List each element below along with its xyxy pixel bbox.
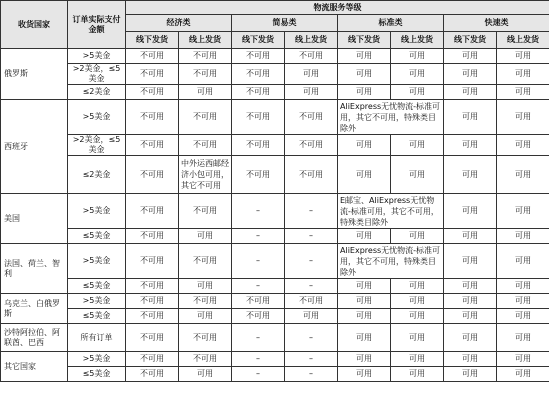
status-cell: 不可用	[232, 135, 285, 156]
amount-cell: >5美金	[68, 294, 126, 309]
status-cell: 不可用	[179, 294, 232, 309]
status-cell: 可用	[444, 352, 497, 367]
status-cell: 可用	[444, 49, 497, 64]
amount-cell: ≤5美金	[68, 309, 126, 324]
status-cell: 可用	[444, 229, 497, 244]
table-row	[1, 64, 549, 85]
status-cell: 可用	[338, 64, 391, 85]
table-row	[1, 156, 549, 194]
status-cell: 可用	[179, 85, 232, 100]
status-cell: 可用	[338, 352, 391, 367]
status-cell: 中外运西邮经济小包可用，其它不可用	[179, 156, 232, 194]
status-cell: 可用	[338, 85, 391, 100]
status-cell: 可用	[338, 294, 391, 309]
status-cell: 不可用	[232, 100, 285, 135]
status-cell: 不可用	[126, 156, 179, 194]
status-cell: 不可用	[126, 352, 179, 367]
amount-cell: >5美金	[68, 244, 126, 279]
amount-cell: >5美金	[68, 49, 126, 64]
status-cell: 可用	[391, 229, 444, 244]
status-cell: 可用	[391, 352, 444, 367]
status-cell: –	[285, 279, 338, 294]
status-cell: 可用	[391, 279, 444, 294]
status-cell: 可用	[338, 49, 391, 64]
status-cell: 不可用	[285, 156, 338, 194]
status-cell: 可用	[444, 294, 497, 309]
status-cell: 可用	[285, 309, 338, 324]
amount-cell: >5美金	[68, 194, 126, 229]
group-express: 快速类	[444, 15, 549, 32]
status-cell: 不可用	[232, 64, 285, 85]
status-cell: 可用	[179, 309, 232, 324]
status-cell: 不可用	[232, 309, 285, 324]
table-row	[1, 309, 549, 324]
status-cell: 不可用	[179, 64, 232, 85]
status-cell: 可用	[444, 279, 497, 294]
status-cell: 可用	[497, 352, 549, 367]
status-cell: 可用	[285, 85, 338, 100]
status-cell: 可用	[285, 64, 338, 85]
status-cell: 可用	[391, 294, 444, 309]
status-cell: 可用	[497, 324, 549, 352]
status-cell: 不可用	[126, 294, 179, 309]
status-cell: 可用	[497, 85, 549, 100]
status-cell: –	[232, 352, 285, 367]
table-row	[1, 244, 549, 279]
status-cell: –	[232, 279, 285, 294]
status-cell: 可用	[444, 135, 497, 156]
status-cell: 不可用	[126, 279, 179, 294]
amount-cell: ≤5美金	[68, 279, 126, 294]
status-cell: –	[285, 194, 338, 229]
status-cell: 不可用	[126, 229, 179, 244]
status-cell: 不可用	[285, 100, 338, 135]
table-row	[1, 85, 549, 100]
status-cell: 可用	[444, 367, 497, 382]
status-cell: 不可用	[285, 135, 338, 156]
status-cell: AliExpress无忧物流-标准可用，其它不可用，特殊类目除外	[338, 100, 444, 135]
status-cell: –	[232, 367, 285, 382]
status-cell: –	[232, 324, 285, 352]
status-cell: 可用	[338, 324, 391, 352]
status-cell: 不可用	[179, 49, 232, 64]
status-cell: –	[285, 352, 338, 367]
status-cell: 可用	[497, 294, 549, 309]
group-standard: 标准类	[338, 15, 444, 32]
country-cell: 其它国家	[1, 352, 68, 382]
amount-cell: ≤5美金	[68, 229, 126, 244]
status-cell: 不可用	[126, 49, 179, 64]
country-cell: 乌克兰、白俄罗斯	[1, 294, 68, 324]
status-cell: 不可用	[126, 309, 179, 324]
status-cell: 可用	[391, 324, 444, 352]
sub-header: 线上发货	[285, 32, 338, 49]
status-cell: 不可用	[232, 49, 285, 64]
status-cell: 不可用	[179, 135, 232, 156]
status-cell: 不可用	[126, 244, 179, 279]
header-level: 物流服务等级	[126, 1, 549, 15]
status-cell: 可用	[497, 367, 549, 382]
status-cell: 不可用	[179, 324, 232, 352]
table-row	[1, 135, 549, 156]
status-cell: 可用	[497, 135, 549, 156]
status-cell: 不可用	[232, 85, 285, 100]
status-cell: 可用	[391, 85, 444, 100]
sub-header: 线上发货	[497, 32, 549, 49]
status-cell: 可用	[497, 194, 549, 229]
amount-cell: >2美金，≤5美金	[68, 135, 126, 156]
status-cell: 可用	[391, 135, 444, 156]
status-cell: 可用	[444, 156, 497, 194]
status-cell: 可用	[444, 324, 497, 352]
status-cell: 可用	[391, 367, 444, 382]
status-cell: AliExpress无忧物流-标准可用，其它不可用，特殊类目除外	[338, 244, 444, 279]
sub-header: 线下发货	[444, 32, 497, 49]
status-cell: 不可用	[126, 135, 179, 156]
status-cell: 可用	[391, 64, 444, 85]
status-cell: 不可用	[126, 100, 179, 135]
amount-cell: >2美金，≤5美金	[68, 64, 126, 85]
status-cell: 可用	[391, 156, 444, 194]
country-cell: 沙特阿拉伯、阿联酋、巴西	[1, 324, 68, 352]
sub-header: 线下发货	[232, 32, 285, 49]
status-cell: 可用	[497, 100, 549, 135]
status-cell: 可用	[338, 156, 391, 194]
status-cell: 可用	[444, 64, 497, 85]
status-cell: 可用	[338, 309, 391, 324]
amount-cell: ≤5美金	[68, 367, 126, 382]
status-cell: –	[285, 229, 338, 244]
status-cell: 不可用	[179, 100, 232, 135]
status-cell: 不可用	[285, 294, 338, 309]
status-cell: 可用	[338, 279, 391, 294]
status-cell: 可用	[497, 309, 549, 324]
status-cell: 可用	[338, 135, 391, 156]
status-cell: 可用	[497, 64, 549, 85]
table-row	[1, 279, 549, 294]
status-cell: 可用	[179, 229, 232, 244]
status-cell: 可用	[444, 85, 497, 100]
table-row	[1, 324, 549, 352]
status-cell: 不可用	[232, 156, 285, 194]
sub-header: 线上发货	[391, 32, 444, 49]
status-cell: 可用	[497, 156, 549, 194]
status-cell: 不可用	[285, 49, 338, 64]
status-cell: 可用	[444, 244, 497, 279]
status-cell: –	[232, 194, 285, 229]
status-cell: 可用	[497, 279, 549, 294]
table-row	[1, 100, 549, 135]
table-row	[1, 229, 549, 244]
status-cell: 不可用	[179, 352, 232, 367]
status-cell: 不可用	[126, 367, 179, 382]
status-cell: 可用	[391, 49, 444, 64]
status-cell: –	[285, 367, 338, 382]
table-row	[1, 352, 549, 367]
status-cell: 可用	[444, 194, 497, 229]
sub-header: 线上发货	[179, 32, 232, 49]
status-cell: 可用	[338, 229, 391, 244]
status-cell: –	[285, 244, 338, 279]
status-cell: 可用	[338, 367, 391, 382]
group-simple: 简易类	[232, 15, 338, 32]
amount-cell: ≤2美金	[68, 156, 126, 194]
header-amount: 订单实际支付金额	[68, 1, 126, 49]
table-row	[1, 294, 549, 309]
status-cell: 可用	[444, 100, 497, 135]
status-cell: 可用	[179, 367, 232, 382]
status-cell: 不可用	[126, 85, 179, 100]
status-cell: –	[232, 229, 285, 244]
status-cell: –	[285, 324, 338, 352]
status-cell: 不可用	[126, 324, 179, 352]
status-cell: 不可用	[126, 64, 179, 85]
country-cell: 俄罗斯	[1, 49, 68, 100]
status-cell: 可用	[497, 244, 549, 279]
amount-cell: >5美金	[68, 352, 126, 367]
amount-cell: ≤2美金	[68, 85, 126, 100]
status-cell: 可用	[444, 309, 497, 324]
amount-cell: >5美金	[68, 100, 126, 135]
status-cell: 不可用	[126, 194, 179, 229]
table-row	[1, 49, 549, 64]
status-cell: 可用	[179, 279, 232, 294]
status-cell: 可用	[497, 229, 549, 244]
status-cell: 不可用	[232, 294, 285, 309]
country-cell: 法国、荷兰、智利	[1, 244, 68, 294]
status-cell: 不可用	[179, 194, 232, 229]
country-cell: 美国	[1, 194, 68, 244]
amount-cell: 所有订单	[68, 324, 126, 352]
table-row	[1, 194, 549, 229]
status-cell: –	[232, 244, 285, 279]
status-cell: 不可用	[179, 244, 232, 279]
group-economy: 经济类	[126, 15, 232, 32]
status-cell: 可用	[391, 309, 444, 324]
country-cell: 西班牙	[1, 100, 68, 194]
sub-header: 线下发货	[126, 32, 179, 49]
table-row	[1, 367, 549, 382]
sub-header: 线下发货	[338, 32, 391, 49]
status-cell: E邮宝、AliExpress无忧物流-标准可用，其它不可用，特殊类目除外	[338, 194, 444, 229]
status-cell: 可用	[497, 49, 549, 64]
header-country: 收货国家	[1, 1, 68, 49]
